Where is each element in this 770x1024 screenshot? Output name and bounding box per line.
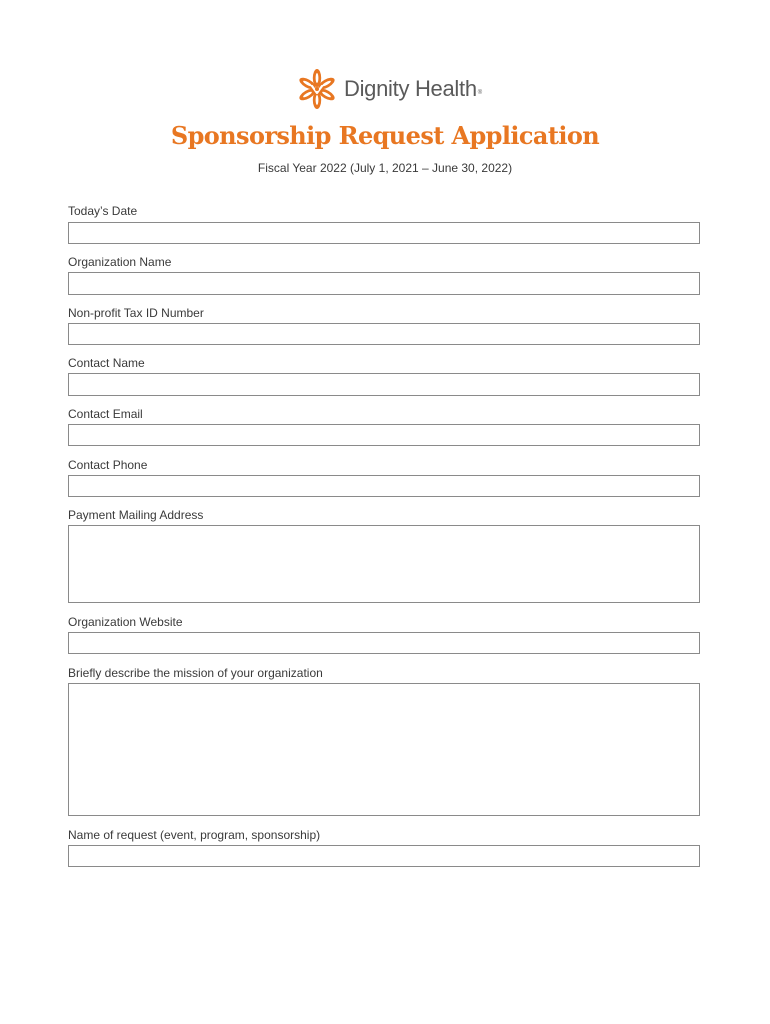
request-name-label: Name of request (event, program, sponsorship) <box>68 828 321 842</box>
fiscal-year-subtitle: Fiscal Year 2022 (July 1, 2021 – June 30, 2022) <box>257 161 513 175</box>
contact-phone-field[interactable] <box>68 475 700 497</box>
brand-name: Dignity Health® <box>344 76 482 101</box>
dignity-health-star-icon <box>296 68 338 110</box>
contact-name-field[interactable] <box>68 373 700 396</box>
request-name-field[interactable] <box>68 845 700 867</box>
contact-email-field[interactable] <box>68 424 700 446</box>
organization-name-field[interactable] <box>68 272 700 295</box>
mailing-address-field[interactable] <box>68 525 700 603</box>
contact-email-label: Contact Email <box>68 407 143 421</box>
organization-name-label: Organization Name <box>68 255 172 269</box>
contact-phone-label: Contact Phone <box>68 458 148 472</box>
mission-label: Briefly describe the mission of your organization <box>68 666 323 680</box>
tax-id-field[interactable] <box>68 323 700 345</box>
todays-date-label: Today’s Date <box>68 204 138 218</box>
dignity-health-logo <box>296 68 482 110</box>
contact-name-label: Contact Name <box>68 356 145 370</box>
mailing-address-label: Payment Mailing Address <box>68 508 204 522</box>
page-title: Sponsorship Request Application <box>170 121 600 150</box>
organization-website-field[interactable] <box>68 632 700 654</box>
mission-field[interactable] <box>68 683 700 816</box>
todays-date-field[interactable] <box>68 222 700 244</box>
organization-website-label: Organization Website <box>68 615 183 629</box>
tax-id-label: Non-profit Tax ID Number <box>68 306 204 320</box>
